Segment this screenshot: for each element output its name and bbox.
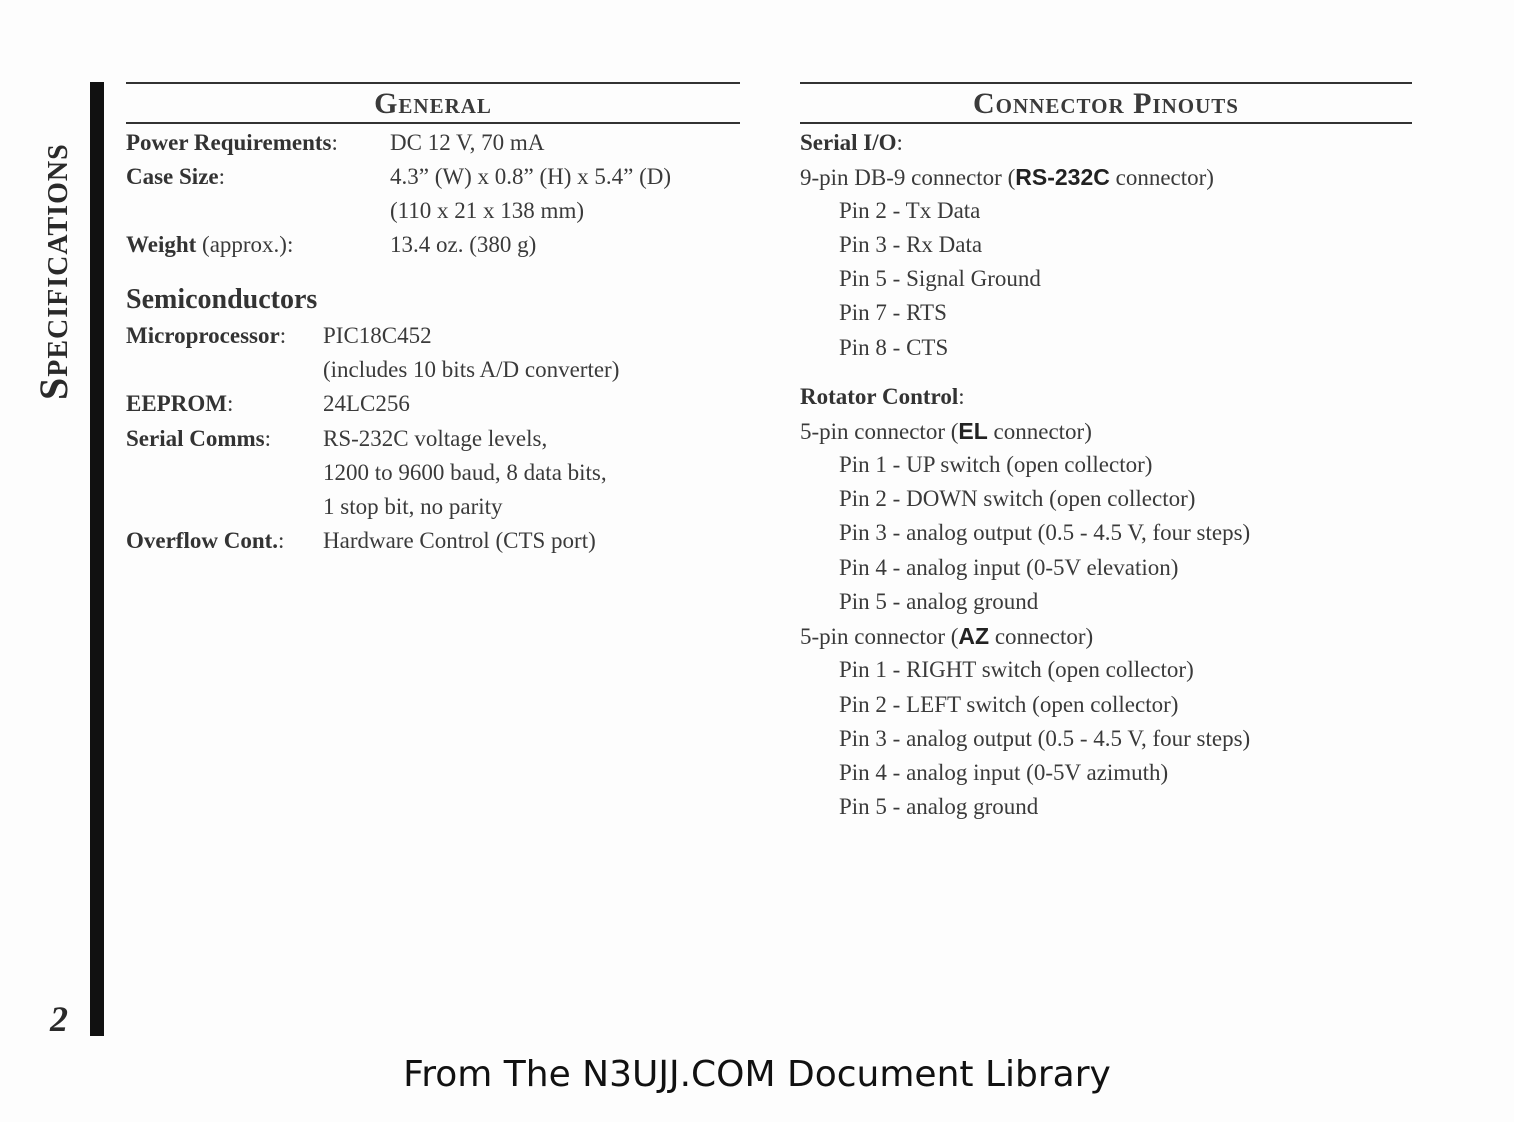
el-connector: 5-pin connector (EL connector) <box>800 418 1092 444</box>
page-number: 2 <box>50 999 68 1039</box>
rotator-control-row: Rotator Control: <box>800 384 965 409</box>
serial-label-row: Serial Comms: <box>126 426 272 451</box>
serial-comms-label: Serial Comms <box>126 426 265 451</box>
overflow-label-row: Overflow Cont.: <box>126 528 285 553</box>
el-pin: Pin 4 - analog input (0-5V elevation) <box>839 555 1179 580</box>
power-value: DC 12 V, 70 mA <box>390 130 545 155</box>
overflow-label: Overflow Cont. <box>126 528 279 553</box>
eeprom-label-row: EEPROM: <box>126 391 234 416</box>
micro-value-2: (includes 10 bits A/D converter) <box>323 357 620 382</box>
micro-value-1: PIC18C452 <box>323 323 432 348</box>
rs232c-label: RS-232C <box>1015 164 1110 190</box>
pinouts-heading: Connector Pinouts <box>800 82 1412 124</box>
serial-pin: Pin 7 - RTS <box>839 300 947 325</box>
general-heading: General <box>126 82 740 124</box>
micro-label-row: Microprocessor: <box>126 323 287 348</box>
case-label: Case Size <box>126 164 219 189</box>
footer-watermark: From The N3UJJ.COM Document Library <box>403 1054 1111 1095</box>
serial-pin: Pin 8 - CTS <box>839 335 949 360</box>
az-pin: Pin 1 - RIGHT switch (open collector) <box>839 657 1194 682</box>
serial-connector: 9-pin DB-9 connector (RS-232C connector) <box>800 164 1214 190</box>
serial-io-row: Serial I/O: <box>800 130 903 155</box>
el-pin: Pin 1 - UP switch (open collector) <box>839 452 1153 477</box>
az-pin: Pin 4 - analog input (0-5V azimuth) <box>839 760 1169 785</box>
serial-value-2: 1200 to 9600 baud, 8 data bits, <box>323 460 607 485</box>
el-pin: Pin 3 - analog output (0.5 - 4.5 V, four steps) <box>839 520 1251 545</box>
micro-label: Microprocessor <box>126 323 280 348</box>
weight-label: Weight <box>126 232 197 257</box>
serial-io-label: Serial I/O <box>800 130 897 155</box>
case-value-1: 4.3” (W) x 0.8” (H) x 5.4” (D) <box>390 164 672 189</box>
serial-value-1: RS-232C voltage levels, <box>323 426 548 451</box>
weight-value: 13.4 oz. (380 g) <box>390 232 537 257</box>
weight-label-row <box>126 232 293 258</box>
power-label-row: Power Requirements: <box>126 130 338 155</box>
az-pin: Pin 2 - LEFT switch (open collector) <box>839 692 1179 717</box>
weight-label-extra: (approx.): <box>202 232 294 257</box>
serial-value-3: 1 stop bit, no parity <box>323 494 503 519</box>
side-title: Specifications <box>31 143 76 400</box>
case-label-row: Case Size: <box>126 164 226 189</box>
el-pin: Pin 5 - analog ground <box>839 589 1039 614</box>
overflow-value: Hardware Control (CTS port) <box>323 528 596 553</box>
power-label: Power Requirements <box>126 130 332 155</box>
serial-pin: Pin 2 - Tx Data <box>839 198 981 223</box>
az-label: AZ <box>958 623 990 649</box>
rotator-control-label: Rotator Control <box>800 384 959 409</box>
az-connector: 5-pin connector (AZ connector) <box>800 623 1094 649</box>
semiconductors-heading: Semiconductors <box>126 284 318 315</box>
el-label: EL <box>958 418 988 444</box>
case-value-2: (110 x 21 x 138 mm) <box>390 198 584 223</box>
eeprom-value: 24LC256 <box>323 391 410 416</box>
serial-pin: Pin 5 - Signal Ground <box>839 266 1041 291</box>
az-pin: Pin 3 - analog output (0.5 - 4.5 V, four steps) <box>839 726 1251 751</box>
eeprom-label: EEPROM <box>126 391 227 416</box>
side-bar <box>90 82 104 1036</box>
el-pin: Pin 2 - DOWN switch (open collector) <box>839 486 1196 511</box>
az-pin: Pin 5 - analog ground <box>839 794 1039 819</box>
serial-pin: Pin 3 - Rx Data <box>839 232 983 257</box>
